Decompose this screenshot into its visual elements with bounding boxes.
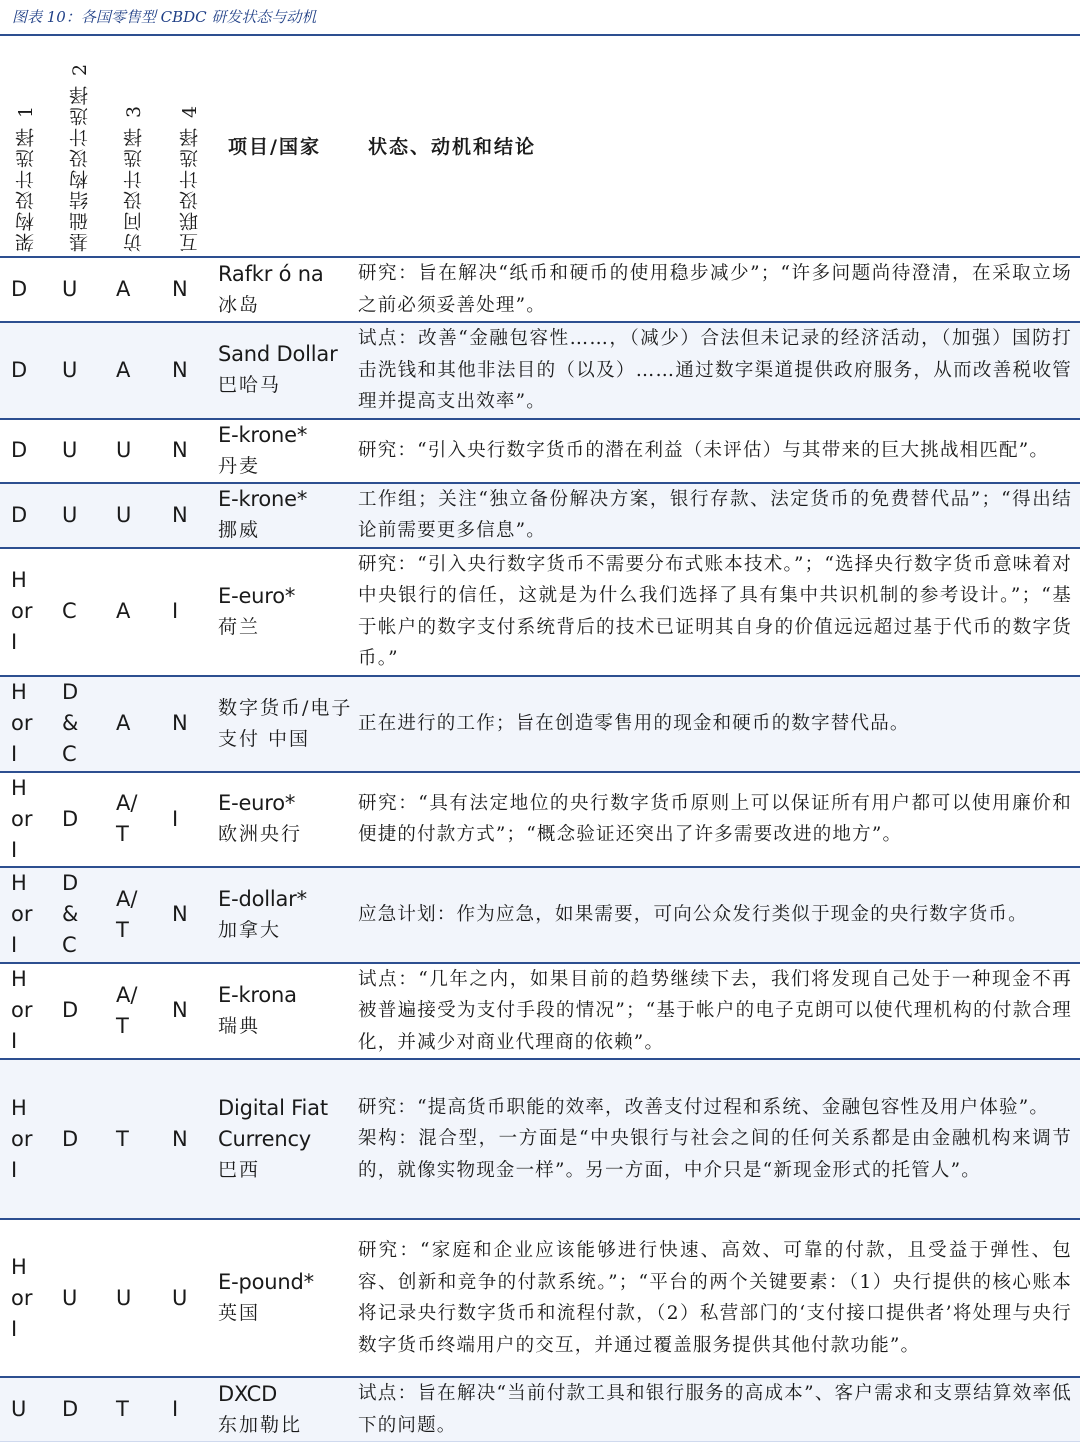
table-row	[0, 772, 1080, 867]
choice-code: U	[62, 357, 78, 382]
table-row	[0, 257, 1080, 322]
choice-code: I	[11, 933, 18, 957]
design-choice-3	[106, 1219, 162, 1377]
country-name: 丹麦	[218, 454, 261, 477]
project-name: Rafkr ó na	[218, 261, 324, 286]
choice-code: C	[62, 933, 77, 957]
status-description	[358, 1219, 1080, 1377]
country-name: 英国	[218, 1302, 261, 1324]
country-name: 巴西	[218, 1158, 261, 1181]
project-cell	[218, 419, 358, 483]
choice-code: T	[116, 1126, 129, 1151]
description-paragraph: 架构：混合型，一方面是“中央银行与社会之间的任何关系都是由金融机构来调节的，就像实物现金一样”。另一方面，中介只是“新现金形式的托管人”。	[358, 1128, 1072, 1181]
choice-code: N	[172, 1126, 188, 1151]
design-choice-1	[0, 419, 52, 483]
design-choice-3	[106, 867, 162, 963]
design-choice-3	[106, 1059, 162, 1219]
table-row	[0, 867, 1080, 963]
choice-code: U	[116, 438, 132, 462]
choice-code: A	[116, 357, 131, 382]
status-description	[358, 676, 1080, 772]
design-choice-1	[0, 772, 52, 867]
table-header	[0, 38, 1080, 256]
choice-code: D	[11, 502, 28, 527]
choice-code: I	[11, 1316, 18, 1341]
choice-code: or	[11, 806, 33, 831]
choice-code: C	[62, 742, 77, 766]
status-description	[358, 419, 1080, 483]
choice-code: D	[62, 1397, 79, 1421]
choice-code: A/	[116, 886, 138, 911]
header-architecture: 架构设计选择 1	[15, 103, 37, 252]
project-name: E-dollar*	[218, 886, 307, 911]
design-choice-1	[0, 322, 52, 419]
country-name: 冰岛	[218, 293, 261, 316]
choice-code: D	[62, 680, 79, 704]
choice-code: I	[172, 599, 179, 623]
design-choice-4	[162, 483, 218, 548]
country-name: 欧洲央行	[218, 823, 303, 845]
country-name: 巴哈马	[218, 374, 282, 397]
header-status: 状态、动机和结论	[368, 136, 537, 158]
choice-code: N	[172, 902, 188, 926]
choice-code: I	[11, 742, 18, 766]
choice-code: U	[116, 1285, 132, 1310]
choice-code: N	[172, 711, 188, 735]
choice-code: I	[172, 806, 179, 831]
status-description	[358, 483, 1080, 548]
choice-code: A/	[116, 791, 138, 815]
figure-caption: 图表 10：各国零售型 CBDC 研发状态与动机	[12, 8, 317, 26]
choice-code: T	[116, 917, 129, 942]
choice-code: H	[11, 775, 27, 800]
design-choice-2	[52, 1377, 106, 1442]
choice-code: N	[172, 277, 188, 301]
choice-code: I	[11, 1157, 18, 1182]
choice-code: or	[11, 998, 33, 1023]
design-choice-2	[52, 963, 106, 1060]
header-infrastructure: 基础结构设计选择 2	[69, 61, 91, 252]
choice-code: H	[11, 1254, 27, 1279]
design-choice-1	[0, 483, 52, 548]
status-description	[358, 257, 1080, 322]
project-name: E-euro*	[218, 583, 296, 608]
design-choice-2	[52, 1059, 106, 1219]
status-description	[358, 1059, 1080, 1219]
choice-code: A	[116, 277, 131, 301]
choice-code: T	[116, 1397, 129, 1421]
description-paragraph: 研究：“家庭和企业应该能够进行快速、高效、可靠的付款，且受益于弹性、包容、创新和竞争的付款系统。”；“平台的两个关键要素：（1）央行提供的核心账本将记录央行数字货币和流程付款，（2）私营部门的‘支付接口提供者’将处理与央行数字货币终端用户的交互，并通过覆盖服务提供其他付款功能”。	[358, 1240, 1072, 1356]
choice-code: &	[62, 902, 79, 926]
choice-code: U	[172, 1285, 188, 1310]
choice-code: U	[62, 1285, 78, 1310]
description-paragraph: 工作组；关注“独立备份解决方案，银行存款、法定货币的免费替代品”；“得出结论前需要更多信息”。	[358, 488, 1072, 541]
choice-code: H	[11, 1095, 27, 1120]
choice-code: U	[116, 502, 132, 527]
table-row	[0, 419, 1080, 483]
caption-rule	[0, 34, 1080, 36]
table-row	[0, 322, 1080, 419]
choice-code: D	[62, 806, 79, 831]
design-choice-3	[106, 322, 162, 419]
status-description	[358, 963, 1080, 1060]
choice-code: I	[172, 1397, 179, 1421]
design-choice-3	[106, 257, 162, 322]
choice-code: or	[11, 902, 33, 926]
choice-code: H	[11, 967, 27, 992]
description-paragraph: 试点：旨在解决“当前付款工具和银行服务的高成本”、客户需求和支票结算效率低下的问题。	[358, 1383, 1072, 1436]
choice-code: or	[11, 1285, 33, 1310]
status-description	[358, 867, 1080, 963]
choice-code: D	[11, 277, 28, 301]
design-choice-3	[106, 483, 162, 548]
design-choice-3	[106, 963, 162, 1060]
country-name: 瑞典	[218, 1014, 261, 1037]
choice-code: U	[62, 502, 78, 527]
description-paragraph: 正在进行的工作；旨在创造零售用的现金和硬币的数字替代品。	[358, 712, 910, 734]
choice-code: or	[11, 711, 33, 735]
design-choice-3	[106, 548, 162, 676]
choice-code: D	[62, 871, 79, 895]
choice-code: or	[11, 1126, 33, 1151]
choice-code: N	[172, 357, 188, 382]
project-cell	[218, 963, 358, 1060]
design-choice-1	[0, 867, 52, 963]
choice-code: U	[11, 1397, 27, 1421]
design-choice-4	[162, 322, 218, 419]
project-name: E-euro*	[218, 791, 296, 815]
country-name: 东加勒比	[218, 1413, 303, 1436]
choice-code: A	[116, 599, 131, 623]
choice-code: D	[62, 998, 79, 1023]
choice-code: &	[62, 711, 79, 735]
design-choice-2	[52, 257, 106, 322]
design-choice-2	[52, 548, 106, 676]
design-choice-3	[106, 419, 162, 483]
design-choice-2	[52, 322, 106, 419]
design-choice-4	[162, 676, 218, 772]
design-choice-2	[52, 772, 106, 867]
design-choice-2	[52, 419, 106, 483]
table-row	[0, 1377, 1080, 1442]
choice-code: N	[172, 438, 188, 462]
choice-code: T	[116, 822, 129, 846]
country-name: 挪威	[218, 519, 261, 541]
header-project: 项目/国家	[228, 136, 321, 158]
status-description	[358, 548, 1080, 676]
design-choice-4	[162, 867, 218, 963]
design-choice-4	[162, 1219, 218, 1377]
choice-code: H	[11, 568, 27, 592]
description-paragraph: 研究：“提高货币职能的效率，改善支付过程和系统、金融包容性及用户体验”。	[358, 1096, 1050, 1118]
project-name: Sand Dollar	[218, 342, 338, 367]
choice-code: H	[11, 871, 27, 895]
design-choice-1	[0, 548, 52, 676]
project-name: E-krona	[218, 982, 297, 1007]
project-name: E-krone*	[218, 487, 308, 511]
description-paragraph: 试点：改善“金融包容性……，（减少）合法但未记录的经济活动，（加强）国防打击洗钱和其他非法目的（以及）……通过数字渠道提供政府服务，从而改善税收管理并提高支出效率”。	[358, 328, 1072, 412]
header-access: 访问设计选择 3	[123, 103, 145, 252]
design-choice-1	[0, 676, 52, 772]
choice-code: U	[62, 277, 78, 301]
design-choice-4	[162, 963, 218, 1060]
country-name: 加拿大	[218, 918, 282, 941]
project-name: Digital Fiat	[218, 1095, 328, 1120]
project-name: Currency	[218, 1126, 312, 1151]
project-name: E-pound*	[218, 1270, 314, 1294]
choice-code: or	[11, 599, 33, 623]
project-cell	[218, 1059, 358, 1219]
project-cell	[218, 867, 358, 963]
choice-code: A	[116, 711, 131, 735]
table-row	[0, 483, 1080, 548]
status-description	[358, 1377, 1080, 1442]
choice-code: I	[11, 837, 18, 862]
description-paragraph: 研究：“引入央行数字货币的潜在利益（未评估）与其带来的巨大挑战相匹配”。	[358, 439, 1050, 461]
project-cell	[218, 548, 358, 676]
choice-code: C	[62, 599, 77, 623]
design-choice-1	[0, 257, 52, 322]
design-choice-3	[106, 676, 162, 772]
country-name: 荷兰	[218, 615, 261, 638]
table-row	[0, 1219, 1080, 1377]
project-cell	[218, 483, 358, 548]
project-name: E-krone*	[218, 422, 308, 447]
design-choice-1	[0, 1377, 52, 1442]
table-row	[0, 676, 1080, 772]
choice-code: N	[172, 502, 188, 527]
project-cell	[218, 257, 358, 322]
design-choice-1	[0, 963, 52, 1060]
choice-code: T	[116, 1013, 129, 1038]
header-interlinkage: 互联设计选择 4	[179, 103, 201, 252]
choice-code: I	[11, 630, 18, 654]
project-cell	[218, 676, 358, 772]
design-choice-1	[0, 1059, 52, 1219]
design-choice-4	[162, 257, 218, 322]
design-choice-1	[0, 1219, 52, 1377]
description-paragraph: 研究：旨在解决“纸币和硬币的使用稳步减少”；“许多问题尚待澄清，在采取立场之前必须妥善处理”。	[358, 263, 1072, 316]
table-row	[0, 1059, 1080, 1219]
design-choice-4	[162, 548, 218, 676]
design-choice-2	[52, 867, 106, 963]
choice-code: D	[11, 357, 28, 382]
choice-code: A/	[116, 982, 138, 1007]
design-choice-4	[162, 1059, 218, 1219]
table-row	[0, 963, 1080, 1060]
design-choice-3	[106, 1377, 162, 1442]
status-description	[358, 322, 1080, 419]
choice-code: N	[172, 998, 188, 1023]
design-choice-4	[162, 419, 218, 483]
description-paragraph: 研究：“引入央行数字货币不需要分布式账本技术。”；“选择央行数字货币意味着对中央银行的信任，这就是为什么我们选择了具有集中共识机制的参考设计。”；“基于帐户的数字支付系统背后的技术已证明其自身的价值远远超过基于代币的数字货币。”	[358, 553, 1072, 669]
choice-code: H	[11, 680, 27, 704]
project-name: DXCD	[218, 1381, 278, 1406]
status-description	[358, 772, 1080, 867]
country-name: 数字货币/电子支付 中国	[218, 696, 353, 750]
design-choice-2	[52, 483, 106, 548]
design-choice-3	[106, 772, 162, 867]
table-row	[0, 548, 1080, 676]
choice-code: U	[62, 438, 78, 462]
design-choice-2	[52, 1219, 106, 1377]
design-choice-2	[52, 676, 106, 772]
description-paragraph: 研究：“具有法定地位的央行数字货币原则上可以保证所有用户都可以使用廉价和便捷的付款方式”；“概念验证还突出了许多需要改进的地方”。	[358, 792, 1072, 845]
project-cell	[218, 1377, 358, 1442]
design-choice-4	[162, 1377, 218, 1442]
cbdc-table	[0, 256, 1080, 1442]
description-paragraph: 应急计划：作为应急，如果需要，可向公众发行类似于现金的央行数字货币。	[358, 903, 1028, 925]
choice-code: I	[11, 1029, 18, 1054]
description-paragraph: 试点：“几年之内，如果目前的趋势继续下去，我们将发现自己处于一种现金不再被普遍接受为支付手段的情况”；“基于帐户的电子克朗可以使代理机构的付款合理化，并减少对商业代理商的依赖”。	[358, 968, 1072, 1053]
project-cell	[218, 772, 358, 867]
project-cell	[218, 322, 358, 419]
choice-code: D	[11, 438, 28, 462]
project-cell	[218, 1219, 358, 1377]
design-choice-4	[162, 772, 218, 867]
choice-code: D	[62, 1126, 79, 1151]
